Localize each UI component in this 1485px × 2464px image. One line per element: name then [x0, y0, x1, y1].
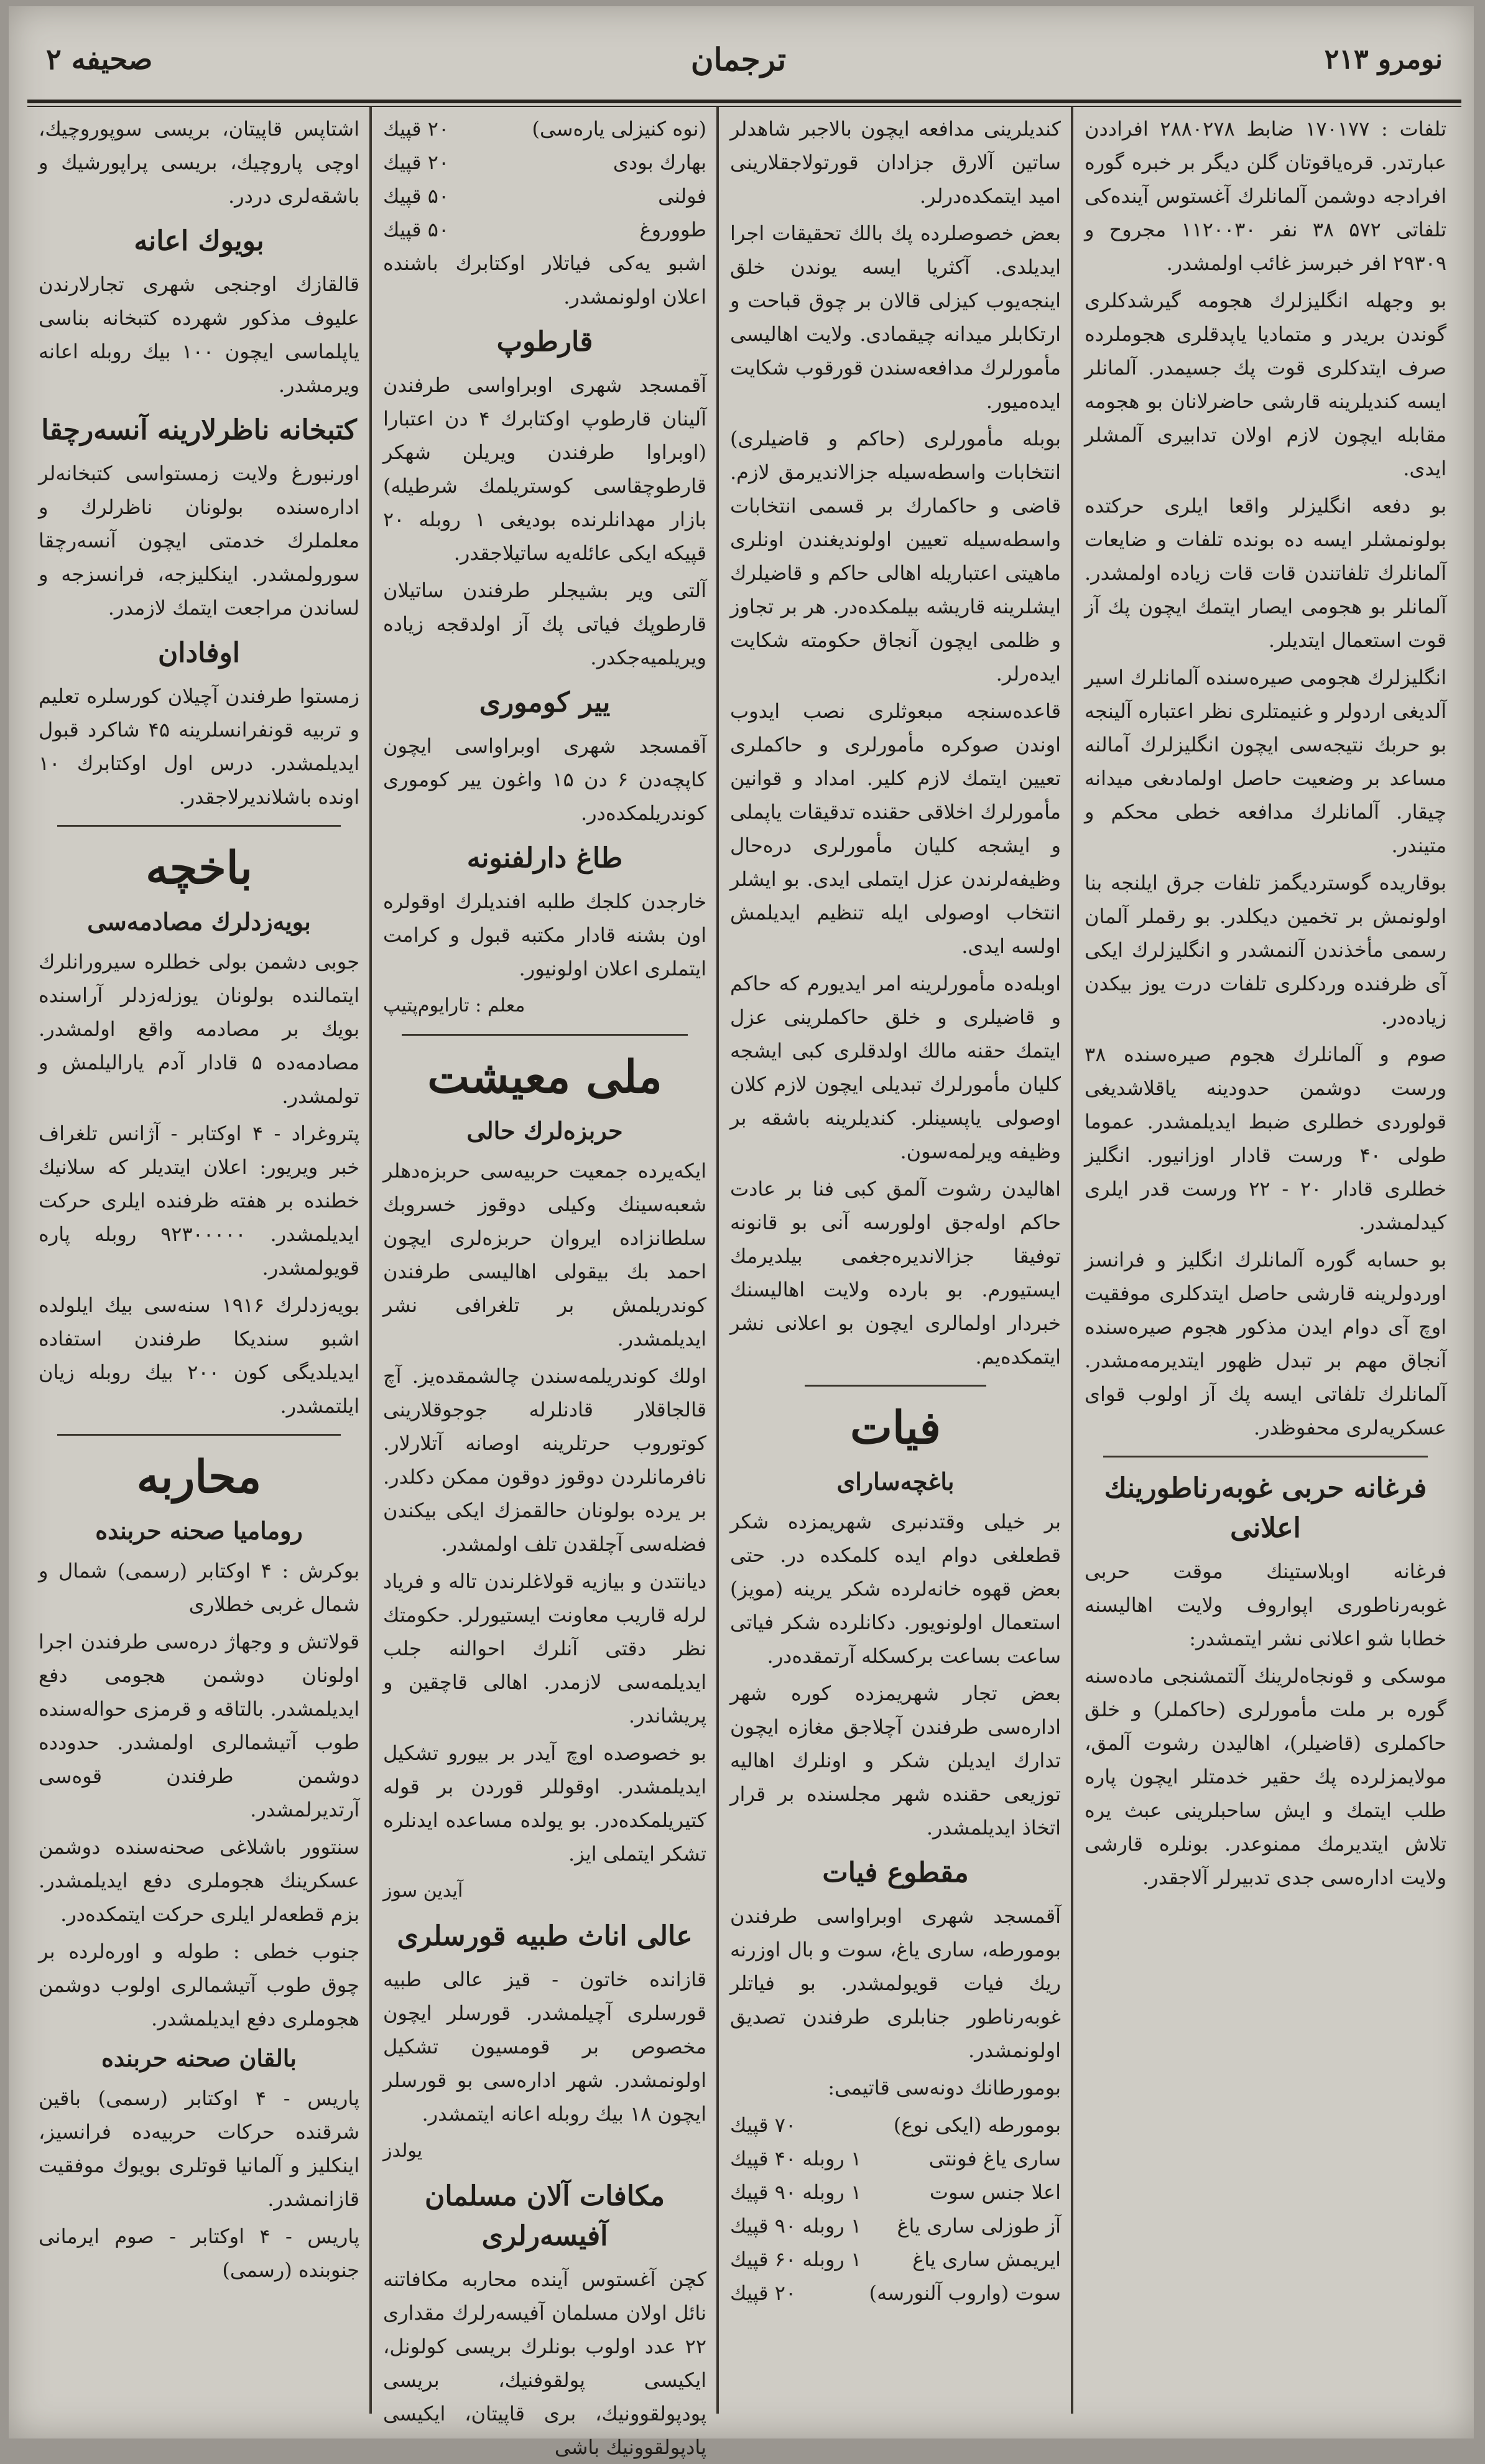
article-paragraph: انگليزلرك هجومى صيره‌سنده آلمانلرك اسير آلديغى اردولر و غنيمتلرى نظر اعتباره آلينجه بو حربك نتيجه‌سى ايچون انگليزلرك آمالنه مساعد بر وضعيت حاصل اولمادىغى ميدانه چيقار. آلمانلرك مدافعه خطى محكم و متيندر.: [1085, 666, 1446, 857]
section-heading: فيات: [850, 1401, 941, 1454]
price-item: سارى ياغ فونتى: [928, 2147, 1061, 2170]
section-heading: ملى معيشت: [427, 1050, 662, 1103]
article-paragraph: جوبى دشمن بولى خطلره سيرورانلرك ايتمالنده بولونان يوزله‌زدلر آراسنده بويك بر مصادمه واقع اولمشدر. مصادمه‌ده ۵ قادار آدم ياراليلمش و تولمشدر.: [39, 950, 360, 1108]
section-heading: محاربه: [136, 1450, 262, 1503]
column-1: [1076, 112, 1455, 2414]
article-subheading: روماميا صحنه حربنده: [95, 1517, 303, 1545]
price-item: فولنى: [658, 184, 706, 208]
article-paragraph: آقمسجد شهرى اوبراواسى طرفندن آلينان قارطوپ اوكتابرك ۴ دن اعتبارا (اوبراوا طرفندن ويريلن شهكر قارطوچقاسى كوستريلمك شرطيله) بازار مهدانلرنده بوديغى ۱ روبله ۲۰ قپيكه ايكى عائله‌يه ساتيلاجقدر.: [383, 373, 707, 565]
article-paragraph: قاعده‌سنجه مبعوثلرى نصب ايدوب اوندن صوكره مأمورلرى و حاكملرى تعيين ايتمك لازم كلير. امداد و قوانين مأمورلرك اخلاقى حقنده تدقيقات ياپملى و ايشجه كليان مأمورلرى دره‌حال وظيفه‌لرندن عزل ايتملى ايدى. بو ايشلر انتخاب اوصولى ايله تنظيم ايديلمش اولسه ايدى.: [730, 699, 1061, 958]
section-divider: [57, 825, 341, 827]
article-heading: كتبخانه ناظرلارينه آنسه‌رچقا: [41, 414, 357, 446]
signature: يولدز: [383, 2140, 423, 2162]
price-item: سوت (واروب آلنورسه): [869, 2281, 1061, 2305]
article-paragraph: قازانده خاتون - قيز عالى طبيه قورسلرى آچيلمشدر. قورسلر ايچون مخصوص بر قومسيون تشكيل اولونمشدر. شهر اداره‌سى بو قورسلر ايچون ۱۸ بيك روبله اعانه ايتمشدر.: [383, 1968, 706, 2126]
article-paragraph: پاريس - ۴ اوكتابر - صوم ايرمانى جنوبنده (رسمى): [39, 2225, 359, 2282]
article-heading: مكافات آلان مسلمان آفيسه‌رلرى: [425, 2180, 665, 2252]
column-4: [30, 112, 368, 2414]
article-paragraph: اشبو يه‌كى فياتلار اوكتابرك باشنده اعلان اولونمشدر.: [383, 251, 706, 309]
section-divider: [805, 1385, 986, 1387]
article-paragraph: اولك كوندريلمه‌سندن چالشمقده‌يز. آچ قالجاقلار قادنلرله جوجوقلارينى كوتوروب حرتلرينه اوصانه آتلارلار. نافرمانلردن دوقوز دوقون ممكن دكلدر. بر يرده بولونان حالقمزك ايكى بيكندن فضله‌سى آچلقدن تلف اولمشدر.: [383, 1364, 706, 1556]
article-paragraph: آقمسجد شهرى اوبراواسى ايچون كاپچه‌دن ۶ دن ۱۵ واغون يير كومورى كوندريلمكده‌در.: [383, 734, 706, 825]
price-item: بومورطه (ايكى نوع): [893, 2113, 1061, 2137]
column-divider: [716, 107, 719, 2414]
article-paragraph: آلتى وير بشيجلر طرفندن ساتيلان قارطوپك فياتى پك آز اولدقجه زياده ويريلميه‌جكدر.: [383, 579, 706, 669]
article-subheading: بالقان صحنه حربنده: [101, 2044, 297, 2072]
article-heading: مقطوع فيات: [822, 1857, 969, 1889]
article-paragraph: بو خصوصده اوچ آيدر بر بيورو تشكيل ايديلمشدر. اوقوللر قوردن بر قوله كتيريلمكده‌در. بو يولده مساعده ايدنلره تشكر ايتملى ايز.: [383, 1741, 706, 1866]
article-paragraph: كچن آغستوس آينده محاربه مكافاتنه نائل اولان مسلمان آفيسه‌رلرك مقدارى ۲۲ عدد اولوب بونلرك بريسى كولونل، ايكيسى پولقوفنيك، بريسى پودپولقوونيك، برى قاپيتان، ايكيسى پادپولقوونيك باشى: [383, 2267, 706, 2459]
article-paragraph: ديانتدن و بيازيه قولاغلرندن تاله و فرياد لرله قاريب معاونت ايستيورلر. حكومتك نظر دقتى آنلرك احوالنه جلب ايديلمه‌سى لازمدر. اهالى قاچقين و پريشاندر.: [383, 1569, 706, 1727]
article-paragraph: اورنبورغ ولايت زمستواسى كتبخانه‌لر اداره‌سنده بولونان ناظرلرك و معلملرك خدمتى ايچون آنسه‌رچقا سورولمشدر. اينكليزجه، فرانسزجه و لساندن مراجعت ايتمك لازمدر.: [39, 462, 359, 620]
price-value: ۱ روبله ۶۰ قپيك: [730, 2248, 862, 2271]
article-paragraph: بوبله مأمورلرى (حاكم و قاضيلرى) انتخابات واسطه‌سيله جزالانديرمق لازم. قاضى و حاكمارك بر قسمى انتخابات واسطه‌سيله تعيين اولونديغندن اونلرى ماهيتى اعتباريله اهالى حاكم و قاضيلرك ايشلرينه قاريشه بيلمكده‌در. هر بر تجاوز و ظلمى ايچون آنجاق حكومته شكايت ايده‌رلر.: [730, 427, 1061, 686]
price-item: بهارك بودى: [613, 151, 706, 174]
page-number: صحيفه ۲: [46, 42, 153, 76]
masthead-rule: [27, 100, 1461, 107]
section-heading: باخچه: [146, 841, 252, 894]
article-paragraph: سنتوور باشلاغى صحنه‌سنده دوشمن عسكرينك هجوملرى دفع ايديلمشدر. بزم قطعه‌لر ايلرى حركت ايتمكده‌در.: [39, 1835, 359, 1926]
article-heading: يير كومورى: [479, 687, 611, 718]
article-heading: بويوك اعانه: [134, 225, 264, 257]
price-row: [383, 146, 706, 179]
price-list-title: بومورطانك دونه‌سى قاتيمى:: [828, 2076, 1061, 2099]
price-item: آز طوزلى سارى ياغ: [897, 2214, 1061, 2238]
price-row: [730, 2142, 1061, 2175]
article-paragraph: زمستوا طرفندن آچيلان كورسلره تعليم و تربيه قونفرانسلرينه ۴۵ شاكرد قبول ايديلمشدر. درس اول اوكتابرك ۱۰ اونده باشلانديرلاجقدر.: [39, 684, 360, 809]
article-paragraph: كنديلرينى مدافعه ايچون بالاجبر شاهدلر ساتين آلارق جزادان قورتولاجقلارينى اميد ايتمكده‌درلر.: [730, 117, 1061, 208]
section-divider: [1103, 1456, 1428, 1457]
article-paragraph: خارجدن كلجك طلبه افنديلرك اوقولره اون بشنه قادار مكتبه قبول و كرامت ايتملرى اعلان اولونيور.: [383, 890, 706, 980]
article-paragraph: بو وجهله انگليزلرك هجومه گيرشدكلرى گوندن بريدر و متماديا ياپدقلرى هجوملرده صرف ايتدكلرى قوت پك جسيمدر. آلمانلر ايسه كنديلرينه قارشى حاضرلانان بو هجومه مقابله ايچون لازم اولان تدابيرى آلمشلر ايدى.: [1085, 289, 1446, 480]
price-item: اعلا جنس سوت: [929, 2180, 1061, 2204]
price-item: طووروغ: [639, 218, 706, 241]
column-divider: [1071, 107, 1073, 2414]
price-item: ايريمش سارى ياغ: [912, 2248, 1061, 2271]
price-value: ۱ روبله ۹۰ قپيك: [730, 2214, 862, 2238]
article-paragraph: اوبله‌ده مأمورلرينه امر ايديورم كه حاكم و قاضيلرى و خلق حاكملرينى عزل ايتمك حقنه مالك اولدقلرى كبى ايشجه كليان مأمورلرك تبديلى ايچون لازم كلان اوصولى ياپسينلر. كنديلرينه باشقه بر وظيفه ويرلمه‌سون.: [730, 972, 1061, 1163]
price-row: [730, 2108, 1061, 2142]
article-heading: فرغانه حربى غوبه‌رناطورينك اعلانى: [1104, 1472, 1427, 1544]
column-2: [721, 112, 1070, 2414]
article-subheading: بويه‌زدلرك مصادمه‌سى: [87, 908, 311, 936]
price-value: ۲۰ قپيك: [383, 151, 450, 174]
column-3: [374, 112, 715, 2459]
price-row: [383, 112, 706, 146]
newspaper-name: ترجمان: [690, 40, 787, 78]
article-paragraph: فرغانه اوبلاستينك موقت حربى غوبه‌رناطورى اپواروف ولايت اهاليسنه خطابا شو اعلانى نشر ايتمشدر:: [1085, 1560, 1446, 1650]
price-value: ۲۰ قپيك: [383, 117, 450, 141]
article-paragraph: قولاتش و وجهاژ دره‌سى طرفندن اجرا اولونان دوشمن هجومى دفع ايديلمشدر. بالتاقه و قرمزى حواله‌سنده طوب آتيشمالرى اولمشدر. حدودده دوشمن طرفندن قوه‌سى آرتديرلمشدر.: [39, 1630, 359, 1821]
article-paragraph: بو دفعه انگليزلر واقعا ايلرى حركتده بولونمشلر ايسه ده بونده تلفات و ضايعات آلمانلرك تلفاتندن قات قات زياده اولمشدر. آلمانلر بو هجومى ايصار ايتمك ايچون پك آز قوت استعمال ايتديلر.: [1085, 494, 1446, 652]
signature: معلم : تارايوم‌پتيپ: [383, 995, 525, 1016]
article-paragraph: صوم و آلمانلرك هجوم صيره‌سنده ۳۸ ورست دوشمن حدودينه ياقلاشديغى قولوردى خطلرى ضبط ايديلمشدر. عموما طولى ۴۰ ورست قادار اوزانيور. انگليز خطلرى قادار ۲۰ - ۲۲ ورست قدر ايلرى كيدلمشدر.: [1085, 1043, 1447, 1234]
article-paragraph: پتروغراد - ۴ اوكتابر - آژانس تلغراف خبر ويريور: اعلان ايتديلر كه سلانيك خطنده بر هفته ظرفنده ايلرى حركت ايديلمشدر. ۹۲۳۰۰۰۰۰ روبله پاره قويولمشدر.: [39, 1122, 360, 1280]
masthead: [27, 19, 1461, 100]
article-paragraph: بوكرش : ۴ اوكتابر (رسمى) شمال و شمال غربى خطلارى: [39, 1559, 360, 1616]
price-row: [383, 179, 706, 213]
article-paragraph: آقمسجد شهرى اوبراواسى طرفندن بومورطه، سارى ياغ، سوت و بال اوزرنه ريك فيات قويولمشدر. بو فياتلر غوبه‌رناطور جنابلرى طرفندن تصديق اولونمشدر.: [730, 1904, 1061, 2062]
price-value: ۱ روبله ۴۰ قپيك: [730, 2147, 862, 2170]
article-paragraph: بعض تجار شهريمزده كوره شهر اداره‌سى طرفندن آچلاجق مغازه ايچون تدارك ايديلن شكر و اونلرك اهاليه توزيعى حقنده شهر مجلسنده بر قرار اتخاذ ايديلمشدر.: [730, 1681, 1061, 1839]
price-value: ۵۰ قپيك: [383, 218, 450, 241]
newspaper-page: [9, 6, 1474, 2459]
price-row: [383, 213, 706, 246]
article-paragraph: موسكى و قونجاه‌لرينك آلتمشنجى ماده‌سنه گوره بر ملت مأمورلرى (حاكملر) و خلق حاكملرى (قاضيلر)، اهاليدن رشوت آلمق، مولايمزلرده پك حقير خدمتلر ايچون پاره طلب ايتمك و ايش ساحبلرينى عبث يره تلاش ايتديرمك ممنوعدر. بونلره قارشى ولايت اداره‌سى جدى تدبيرلر آلاجقدر.: [1085, 1664, 1446, 1889]
article-subheading: باغچه‌ساراى: [836, 1467, 955, 1495]
price-value: ۱ روبله ۹۰ قپيك: [730, 2180, 862, 2204]
article-heading: طاغ دارلفنونه: [466, 842, 623, 874]
article-heading: قارطوپ: [496, 326, 593, 358]
price-row: [730, 2175, 1061, 2209]
article-paragraph: بو حسابه گوره آلمانلرك انگليز و فرانسز اوردولرينه قارشى حاصل ايتدكلرى موفقيت اوچ آى دوام ايدن مذكور هجوم صيره‌سنده آنجاق مهم بر تبدل ظهور ايتديرمه‌مشدر. آلمانلرك تلفاتى ايسه پك آز اولوب قواى عسكريه‌لرى محفوظدر.: [1085, 1248, 1446, 1439]
price-value: ۷۰ قپيك: [730, 2113, 797, 2137]
article-paragraph: تلفات : ۱۷۰۱۷۷ ضابط ۲۸۸۰۲۷۸ افراددن عبارتدر. قره‌ياقوتان گلن ديگر بر خبره گوره افرادجه دوشمن آلمانلرك آغستوس آينده‌كى تلفاتى ۵۷۲ ۳۸ نفر ۱۱۲۰۰۳۰ مجروح و ۲۹۳۰۹ افر خبرسز غائب اولمشدر.: [1085, 117, 1447, 275]
article-paragraph: بوقاريده گوسترديگمز تلفات جرق ايلنجه بنا اولونمش بر تخمين ديكلدر. بو رقملر آلمان رسمى مأخذندن آلنمشدر و انگليزلرك ايكى آى ظرفنده وردكلرى تلفات درت يوز بيكدن زياده‌در.: [1085, 871, 1446, 1029]
signature: آيدين سوز: [383, 1880, 463, 1902]
price-row: [730, 2243, 1061, 2276]
article-heading: اوفادان: [157, 637, 241, 669]
price-list: [383, 112, 706, 246]
price-list: [730, 2108, 1061, 2310]
article-paragraph: قالقازك اوجنجى شهرى تجارلارندن عليوف مذكور شهرده كتبخانه بناسى ياپلماسى ايچون ۱۰۰ بيك روبله اعانه ويرمشدر.: [39, 272, 360, 397]
price-item: (نوه كنيزلى ياره‌سى): [532, 117, 706, 141]
price-value: ۲۰ قپيك: [730, 2281, 797, 2305]
article-subheading: حربزه‌لرك حالى: [466, 1117, 623, 1145]
article-paragraph: اشتاپس قاپيتان، بريسى سوپوروچيك، اوچى پاروچيك، بريسى پراپورشيك و باشقه‌لرى دردر.: [39, 117, 359, 208]
price-value: ۵۰ قپيك: [383, 184, 450, 208]
article-heading: عالى اناث طبيه قورسلرى: [397, 1920, 693, 1952]
price-row: [730, 2209, 1061, 2243]
article-paragraph: بر خيلى وقتدنبرى شهريمزده شكر قطعلغى دوام ايده كلمكده در. حتى بعض قهوه خانه‌لرده شكر يرينه (مويز) استعمال اولونويور. دكانلرده شكر فياتى ساعت بساعت بركسكله آرتمقده‌در.: [730, 1510, 1061, 1668]
article-paragraph: بعض خصوصلرده پك بالك تحقيقات اجرا ايديلدى. آكثريا ايسه يوندن خلق اينجه‌يوب كيزلى قالان بر چوق قباحت و ارتكابلر ميدانه چيقمادى. ولايت اهاليسى مأمورلرك مدافعه‌سندن قورقوب شكايت ايده‌ميور.: [730, 221, 1061, 413]
article-paragraph: جنوب خطى : طوله و اوره‌لرده بر چوق طوب آتيشمالرى اولوب دوشمن هجوملرى دفع ايديلمشدر.: [39, 1940, 359, 2030]
article-paragraph: پاريس - ۴ اوكتابر (رسمى) باقين شرقنده حركات حربيه‌ده فرانسيز، اينكليز و آلمانيا قوتلرى بويوك موفقيت قازانمشدر.: [39, 2086, 360, 2211]
article-paragraph: بويه‌زدلرك ۱۹۱۶ سنه‌سى بيك ايلولده اشبو سنديكا طرفندن استفاده ايديلديگى كون ۲۰۰ بيك روبله زيان ايلتمشدر.: [39, 1293, 360, 1418]
section-divider: [57, 1434, 341, 1436]
column-divider: [369, 107, 372, 2414]
article-paragraph: اهاليدن رشوت آلمق كبى فنا بر عادت حاكم اوله‌جق اولورسه آنى بو قانونه توفيقا جزالانديره‌جغمى بيلديرمك ايستيورم. بو بارده ولايت اهاليسنك خبردار اولمالرى ايچون بو اعلانى نشر ايتمكده‌يم.: [730, 1177, 1061, 1369]
issue-number: نومرو ۲۱۳: [1324, 43, 1443, 75]
section-divider: [402, 1034, 688, 1036]
article-paragraph: ايكه‌يرده جمعيت حربيه‌سى حربزه‌دهلر شعبه‌سينك وكيلى دوقوز خسروبك سلطانزاده ايروان حربزه‌لرى ايچون احمد بك بيقولى اهاليسى طرفندن كوندريلمش بر تلغرافى نشر ايديلمشدر.: [383, 1159, 706, 1351]
price-row: [730, 2276, 1061, 2310]
